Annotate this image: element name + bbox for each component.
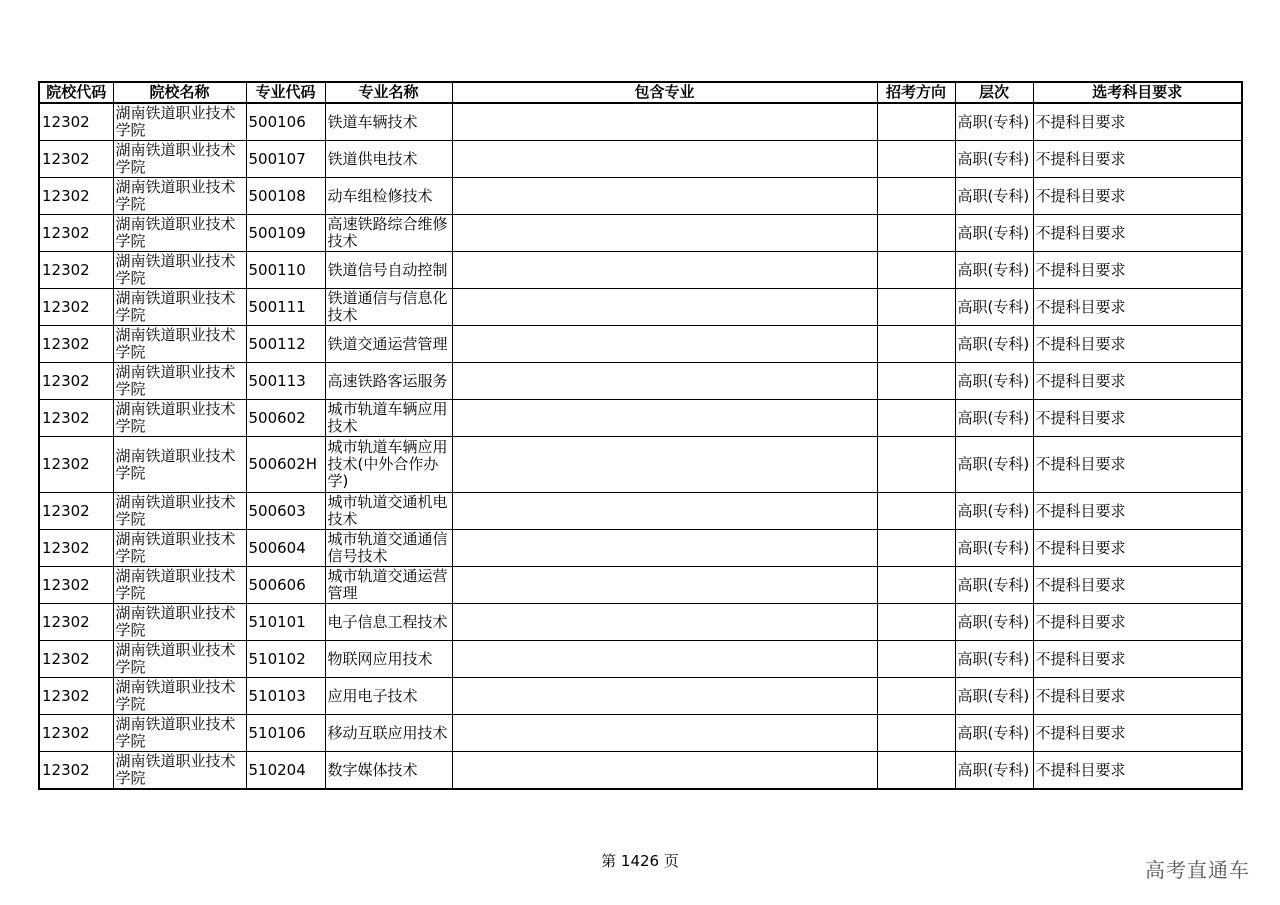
cell-major-code: 500108	[246, 178, 325, 215]
cell-requirement: 不提科目要求	[1033, 178, 1242, 215]
header-requirement: 选考科目要求	[1033, 82, 1242, 103]
table-row	[39, 103, 1242, 141]
header-major-name: 专业名称	[325, 82, 452, 103]
table-row	[39, 752, 1242, 790]
cell-level: 高职(专科)	[955, 715, 1033, 752]
cell-direction	[877, 437, 955, 493]
cell-school-name: 湖南铁道职业技术学院	[113, 715, 246, 752]
cell-included-majors	[452, 215, 877, 252]
cell-school-name: 湖南铁道职业技术学院	[113, 437, 246, 493]
cell-major-code: 500106	[246, 103, 325, 141]
table-body	[39, 103, 1242, 789]
table-row	[39, 641, 1242, 678]
cell-major-name: 铁道信号自动控制	[325, 252, 452, 289]
cell-school-code: 12302	[39, 215, 113, 252]
cell-major-name: 动车组检修技术	[325, 178, 452, 215]
cell-direction	[877, 326, 955, 363]
cell-major-code: 500113	[246, 363, 325, 400]
cell-major-code: 510101	[246, 604, 325, 641]
cell-major-name: 城市轨道交通运营管理	[325, 567, 452, 604]
cell-school-code: 12302	[39, 289, 113, 326]
cell-direction	[877, 215, 955, 252]
cell-direction	[877, 178, 955, 215]
cell-included-majors	[452, 400, 877, 437]
cell-direction	[877, 103, 955, 141]
cell-included-majors	[452, 437, 877, 493]
table-row	[39, 437, 1242, 493]
cell-school-code: 12302	[39, 400, 113, 437]
cell-level: 高职(专科)	[955, 252, 1033, 289]
cell-school-code: 12302	[39, 752, 113, 790]
header-direction: 招考方向	[877, 82, 955, 103]
header-school-name: 院校名称	[113, 82, 246, 103]
cell-school-name: 湖南铁道职业技术学院	[113, 752, 246, 790]
cell-requirement: 不提科目要求	[1033, 752, 1242, 790]
cell-included-majors	[452, 141, 877, 178]
cell-major-code: 500112	[246, 326, 325, 363]
cell-level: 高职(专科)	[955, 289, 1033, 326]
cell-school-code: 12302	[39, 252, 113, 289]
cell-level: 高职(专科)	[955, 437, 1033, 493]
cell-direction	[877, 715, 955, 752]
cell-included-majors	[452, 252, 877, 289]
table-row	[39, 289, 1242, 326]
cell-major-name: 城市轨道交通通信信号技术	[325, 530, 452, 567]
cell-major-code: 500606	[246, 567, 325, 604]
table-row	[39, 178, 1242, 215]
cell-major-code: 500109	[246, 215, 325, 252]
cell-school-code: 12302	[39, 437, 113, 493]
cell-major-name: 铁道车辆技术	[325, 103, 452, 141]
cell-requirement: 不提科目要求	[1033, 141, 1242, 178]
cell-included-majors	[452, 604, 877, 641]
cell-level: 高职(专科)	[955, 530, 1033, 567]
cell-school-name: 湖南铁道职业技术学院	[113, 363, 246, 400]
cell-major-name: 城市轨道交通机电技术	[325, 493, 452, 530]
cell-direction	[877, 400, 955, 437]
cell-major-name: 铁道供电技术	[325, 141, 452, 178]
header-included-majors: 包含专业	[452, 82, 877, 103]
cell-included-majors	[452, 752, 877, 790]
cell-requirement: 不提科目要求	[1033, 641, 1242, 678]
cell-requirement: 不提科目要求	[1033, 567, 1242, 604]
cell-major-name: 移动互联应用技术	[325, 715, 452, 752]
cell-included-majors	[452, 715, 877, 752]
table-row	[39, 141, 1242, 178]
cell-major-name: 应用电子技术	[325, 678, 452, 715]
cell-level: 高职(专科)	[955, 493, 1033, 530]
cell-school-name: 湖南铁道职业技术学院	[113, 326, 246, 363]
page-number: 第 1426 页	[601, 852, 679, 870]
cell-included-majors	[452, 326, 877, 363]
cell-school-code: 12302	[39, 178, 113, 215]
cell-level: 高职(专科)	[955, 215, 1033, 252]
cell-level: 高职(专科)	[955, 400, 1033, 437]
table-row	[39, 326, 1242, 363]
cell-school-name: 湖南铁道职业技术学院	[113, 141, 246, 178]
cell-included-majors	[452, 289, 877, 326]
cell-school-code: 12302	[39, 530, 113, 567]
cell-level: 高职(专科)	[955, 604, 1033, 641]
table-row	[39, 678, 1242, 715]
cell-major-code: 510106	[246, 715, 325, 752]
cell-school-name: 湖南铁道职业技术学院	[113, 641, 246, 678]
header-level: 层次	[955, 82, 1033, 103]
cell-school-code: 12302	[39, 363, 113, 400]
cell-direction	[877, 678, 955, 715]
cell-direction	[877, 363, 955, 400]
cell-direction	[877, 752, 955, 790]
cell-level: 高职(专科)	[955, 103, 1033, 141]
cell-included-majors	[452, 530, 877, 567]
table-row	[39, 363, 1242, 400]
cell-school-code: 12302	[39, 103, 113, 141]
cell-level: 高职(专科)	[955, 752, 1033, 790]
cell-major-name: 城市轨道车辆应用技术(中外合作办学)	[325, 437, 452, 493]
cell-direction	[877, 141, 955, 178]
cell-major-code: 500604	[246, 530, 325, 567]
cell-school-name: 湖南铁道职业技术学院	[113, 678, 246, 715]
cell-requirement: 不提科目要求	[1033, 678, 1242, 715]
table-row	[39, 493, 1242, 530]
cell-included-majors	[452, 178, 877, 215]
header-major-code: 专业代码	[246, 82, 325, 103]
cell-school-code: 12302	[39, 715, 113, 752]
cell-major-name: 铁道通信与信息化技术	[325, 289, 452, 326]
cell-major-code: 500110	[246, 252, 325, 289]
cell-direction	[877, 493, 955, 530]
table-row	[39, 400, 1242, 437]
cell-level: 高职(专科)	[955, 141, 1033, 178]
cell-major-name: 高速铁路综合维修技术	[325, 215, 452, 252]
cell-included-majors	[452, 103, 877, 141]
cell-included-majors	[452, 641, 877, 678]
cell-major-name: 电子信息工程技术	[325, 604, 452, 641]
cell-requirement: 不提科目要求	[1033, 530, 1242, 567]
cell-direction	[877, 604, 955, 641]
cell-level: 高职(专科)	[955, 641, 1033, 678]
cell-major-code: 500602	[246, 400, 325, 437]
cell-major-name: 物联网应用技术	[325, 641, 452, 678]
table-row	[39, 567, 1242, 604]
cell-school-name: 湖南铁道职业技术学院	[113, 400, 246, 437]
cell-major-code: 510204	[246, 752, 325, 790]
cell-included-majors	[452, 493, 877, 530]
cell-school-name: 湖南铁道职业技术学院	[113, 252, 246, 289]
table-row	[39, 604, 1242, 641]
cell-requirement: 不提科目要求	[1033, 604, 1242, 641]
cell-school-name: 湖南铁道职业技术学院	[113, 289, 246, 326]
table-row	[39, 252, 1242, 289]
cell-requirement: 不提科目要求	[1033, 103, 1242, 141]
header-school-code: 院校代码	[39, 82, 113, 103]
cell-school-code: 12302	[39, 493, 113, 530]
cell-requirement: 不提科目要求	[1033, 493, 1242, 530]
cell-requirement: 不提科目要求	[1033, 715, 1242, 752]
cell-school-code: 12302	[39, 141, 113, 178]
cell-requirement: 不提科目要求	[1033, 215, 1242, 252]
cell-requirement: 不提科目要求	[1033, 252, 1242, 289]
cell-level: 高职(专科)	[955, 363, 1033, 400]
table-row	[39, 715, 1242, 752]
cell-major-code: 510102	[246, 641, 325, 678]
cell-school-name: 湖南铁道职业技术学院	[113, 215, 246, 252]
cell-school-name: 湖南铁道职业技术学院	[113, 103, 246, 141]
cell-requirement: 不提科目要求	[1033, 437, 1242, 493]
cell-school-code: 12302	[39, 678, 113, 715]
cell-requirement: 不提科目要求	[1033, 363, 1242, 400]
cell-major-code: 500107	[246, 141, 325, 178]
cell-major-code: 500603	[246, 493, 325, 530]
cell-major-code: 500602H	[246, 437, 325, 493]
cell-direction	[877, 289, 955, 326]
header-row	[39, 82, 1242, 103]
table-row	[39, 530, 1242, 567]
cell-major-name: 城市轨道车辆应用技术	[325, 400, 452, 437]
cell-major-name: 高速铁路客运服务	[325, 363, 452, 400]
cell-direction	[877, 252, 955, 289]
cell-school-code: 12302	[39, 326, 113, 363]
cell-included-majors	[452, 363, 877, 400]
cell-major-code: 500111	[246, 289, 325, 326]
cell-requirement: 不提科目要求	[1033, 400, 1242, 437]
cell-included-majors	[452, 567, 877, 604]
cell-school-name: 湖南铁道职业技术学院	[113, 530, 246, 567]
cell-level: 高职(专科)	[955, 567, 1033, 604]
cell-school-code: 12302	[39, 604, 113, 641]
cell-school-name: 湖南铁道职业技术学院	[113, 604, 246, 641]
cell-major-name: 铁道交通运营管理	[325, 326, 452, 363]
cell-major-code: 510103	[246, 678, 325, 715]
cell-included-majors	[452, 678, 877, 715]
cell-major-name: 数字媒体技术	[325, 752, 452, 790]
cell-direction	[877, 530, 955, 567]
cell-school-code: 12302	[39, 567, 113, 604]
majors-table	[38, 81, 1243, 790]
cell-direction	[877, 641, 955, 678]
table-row	[39, 215, 1242, 252]
cell-school-name: 湖南铁道职业技术学院	[113, 178, 246, 215]
watermark: 高考直通车	[1145, 858, 1250, 882]
cell-requirement: 不提科目要求	[1033, 326, 1242, 363]
cell-school-name: 湖南铁道职业技术学院	[113, 493, 246, 530]
cell-direction	[877, 567, 955, 604]
cell-level: 高职(专科)	[955, 678, 1033, 715]
cell-school-name: 湖南铁道职业技术学院	[113, 567, 246, 604]
cell-requirement: 不提科目要求	[1033, 289, 1242, 326]
cell-level: 高职(专科)	[955, 326, 1033, 363]
cell-level: 高职(专科)	[955, 178, 1033, 215]
cell-school-code: 12302	[39, 641, 113, 678]
